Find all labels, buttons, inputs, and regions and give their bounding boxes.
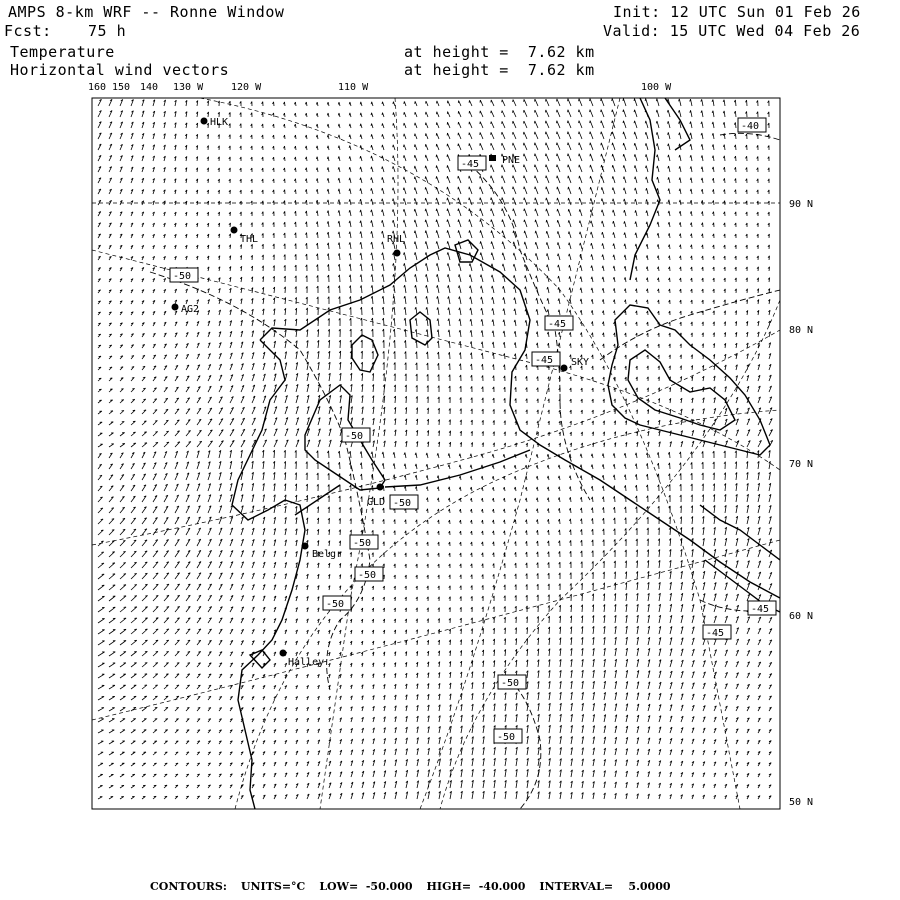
svg-text:-50: -50 bbox=[358, 570, 377, 581]
contour-label bbox=[498, 675, 526, 689]
lon-label: 150 bbox=[112, 82, 131, 93]
svg-text:GLD: GLD bbox=[367, 497, 386, 508]
contour-label bbox=[494, 729, 522, 743]
map-frame bbox=[92, 98, 780, 809]
contour-label bbox=[342, 428, 370, 442]
svg-text:-50: -50 bbox=[393, 498, 412, 509]
svg-text:-45: -45 bbox=[751, 604, 770, 615]
contour-label bbox=[323, 596, 351, 610]
forecast-value: 75 h bbox=[88, 22, 127, 40]
field1-name: Temperature bbox=[10, 43, 115, 61]
lat-label: 80 N bbox=[789, 325, 814, 336]
lat-label: 90 N bbox=[789, 199, 814, 210]
low-value: LOW= -50.000 bbox=[319, 880, 413, 893]
contour-label bbox=[748, 601, 776, 615]
lat-label: 70 N bbox=[789, 459, 814, 470]
svg-text:-40: -40 bbox=[741, 121, 760, 132]
lon-label: 120 W bbox=[231, 82, 262, 93]
svg-text:Belgr: Belgr bbox=[312, 549, 343, 560]
svg-text:AG2: AG2 bbox=[181, 304, 200, 315]
field2-height: at height = 7.62 km bbox=[404, 61, 595, 79]
svg-text:PNE: PNE bbox=[502, 155, 521, 166]
contour-legend bbox=[150, 880, 685, 893]
latitude-labels bbox=[789, 199, 813, 808]
lat-label: 60 N bbox=[789, 611, 814, 622]
svg-text:-45: -45 bbox=[535, 355, 554, 366]
contour-label bbox=[350, 535, 378, 549]
contour-label bbox=[703, 625, 731, 639]
svg-text:-50: -50 bbox=[326, 599, 345, 610]
contour-label bbox=[355, 567, 383, 581]
contour-label bbox=[170, 268, 198, 282]
svg-text:-45: -45 bbox=[706, 628, 725, 639]
svg-text:-50: -50 bbox=[173, 271, 192, 282]
svg-text:-50: -50 bbox=[353, 538, 372, 549]
field2-name: Horizontal wind vectors bbox=[10, 61, 230, 79]
field1-height: at height = 7.62 km bbox=[404, 43, 595, 61]
contour-label bbox=[545, 316, 573, 330]
svg-text:HLK: HLK bbox=[210, 117, 229, 128]
longitude-labels bbox=[88, 82, 672, 93]
lon-label: 140 bbox=[140, 82, 159, 93]
high-value: HIGH= -40.000 bbox=[426, 880, 526, 893]
svg-text:-45: -45 bbox=[548, 319, 567, 330]
lon-label: 130 W bbox=[173, 82, 204, 93]
units-label: UNITS=°C bbox=[240, 880, 306, 893]
contour-label bbox=[532, 352, 560, 366]
svg-text:Halley: Halley bbox=[288, 657, 325, 668]
svg-text:-50: -50 bbox=[345, 431, 364, 442]
map-title: AMPS 8-km WRF -- Ronne Window bbox=[8, 3, 285, 21]
svg-text:-45: -45 bbox=[461, 159, 480, 170]
contour-label bbox=[390, 495, 418, 509]
lon-label: 160 bbox=[88, 82, 107, 93]
lat-label: 50 N bbox=[789, 797, 814, 808]
interval-value: INTERVAL= 5.0000 bbox=[539, 880, 671, 893]
forecast-label: Fcst: bbox=[4, 22, 52, 40]
contour-label bbox=[458, 156, 486, 170]
contours-label: CONTOURS: bbox=[150, 880, 227, 893]
svg-text:SKY: SKY bbox=[571, 357, 590, 368]
svg-text:-50: -50 bbox=[497, 732, 516, 743]
svg-text:-50: -50 bbox=[501, 678, 520, 689]
init-time: Init: 12 UTC Sun 01 Feb 26 bbox=[613, 3, 861, 21]
svg-text:RHL: RHL bbox=[387, 234, 406, 245]
lon-label: 100 W bbox=[641, 82, 672, 93]
contour-label bbox=[738, 118, 766, 132]
svg-text:THL: THL bbox=[240, 234, 259, 245]
lon-label: 110 W bbox=[338, 82, 369, 93]
valid-time: Valid: 15 UTC Wed 04 Feb 26 bbox=[603, 22, 861, 40]
